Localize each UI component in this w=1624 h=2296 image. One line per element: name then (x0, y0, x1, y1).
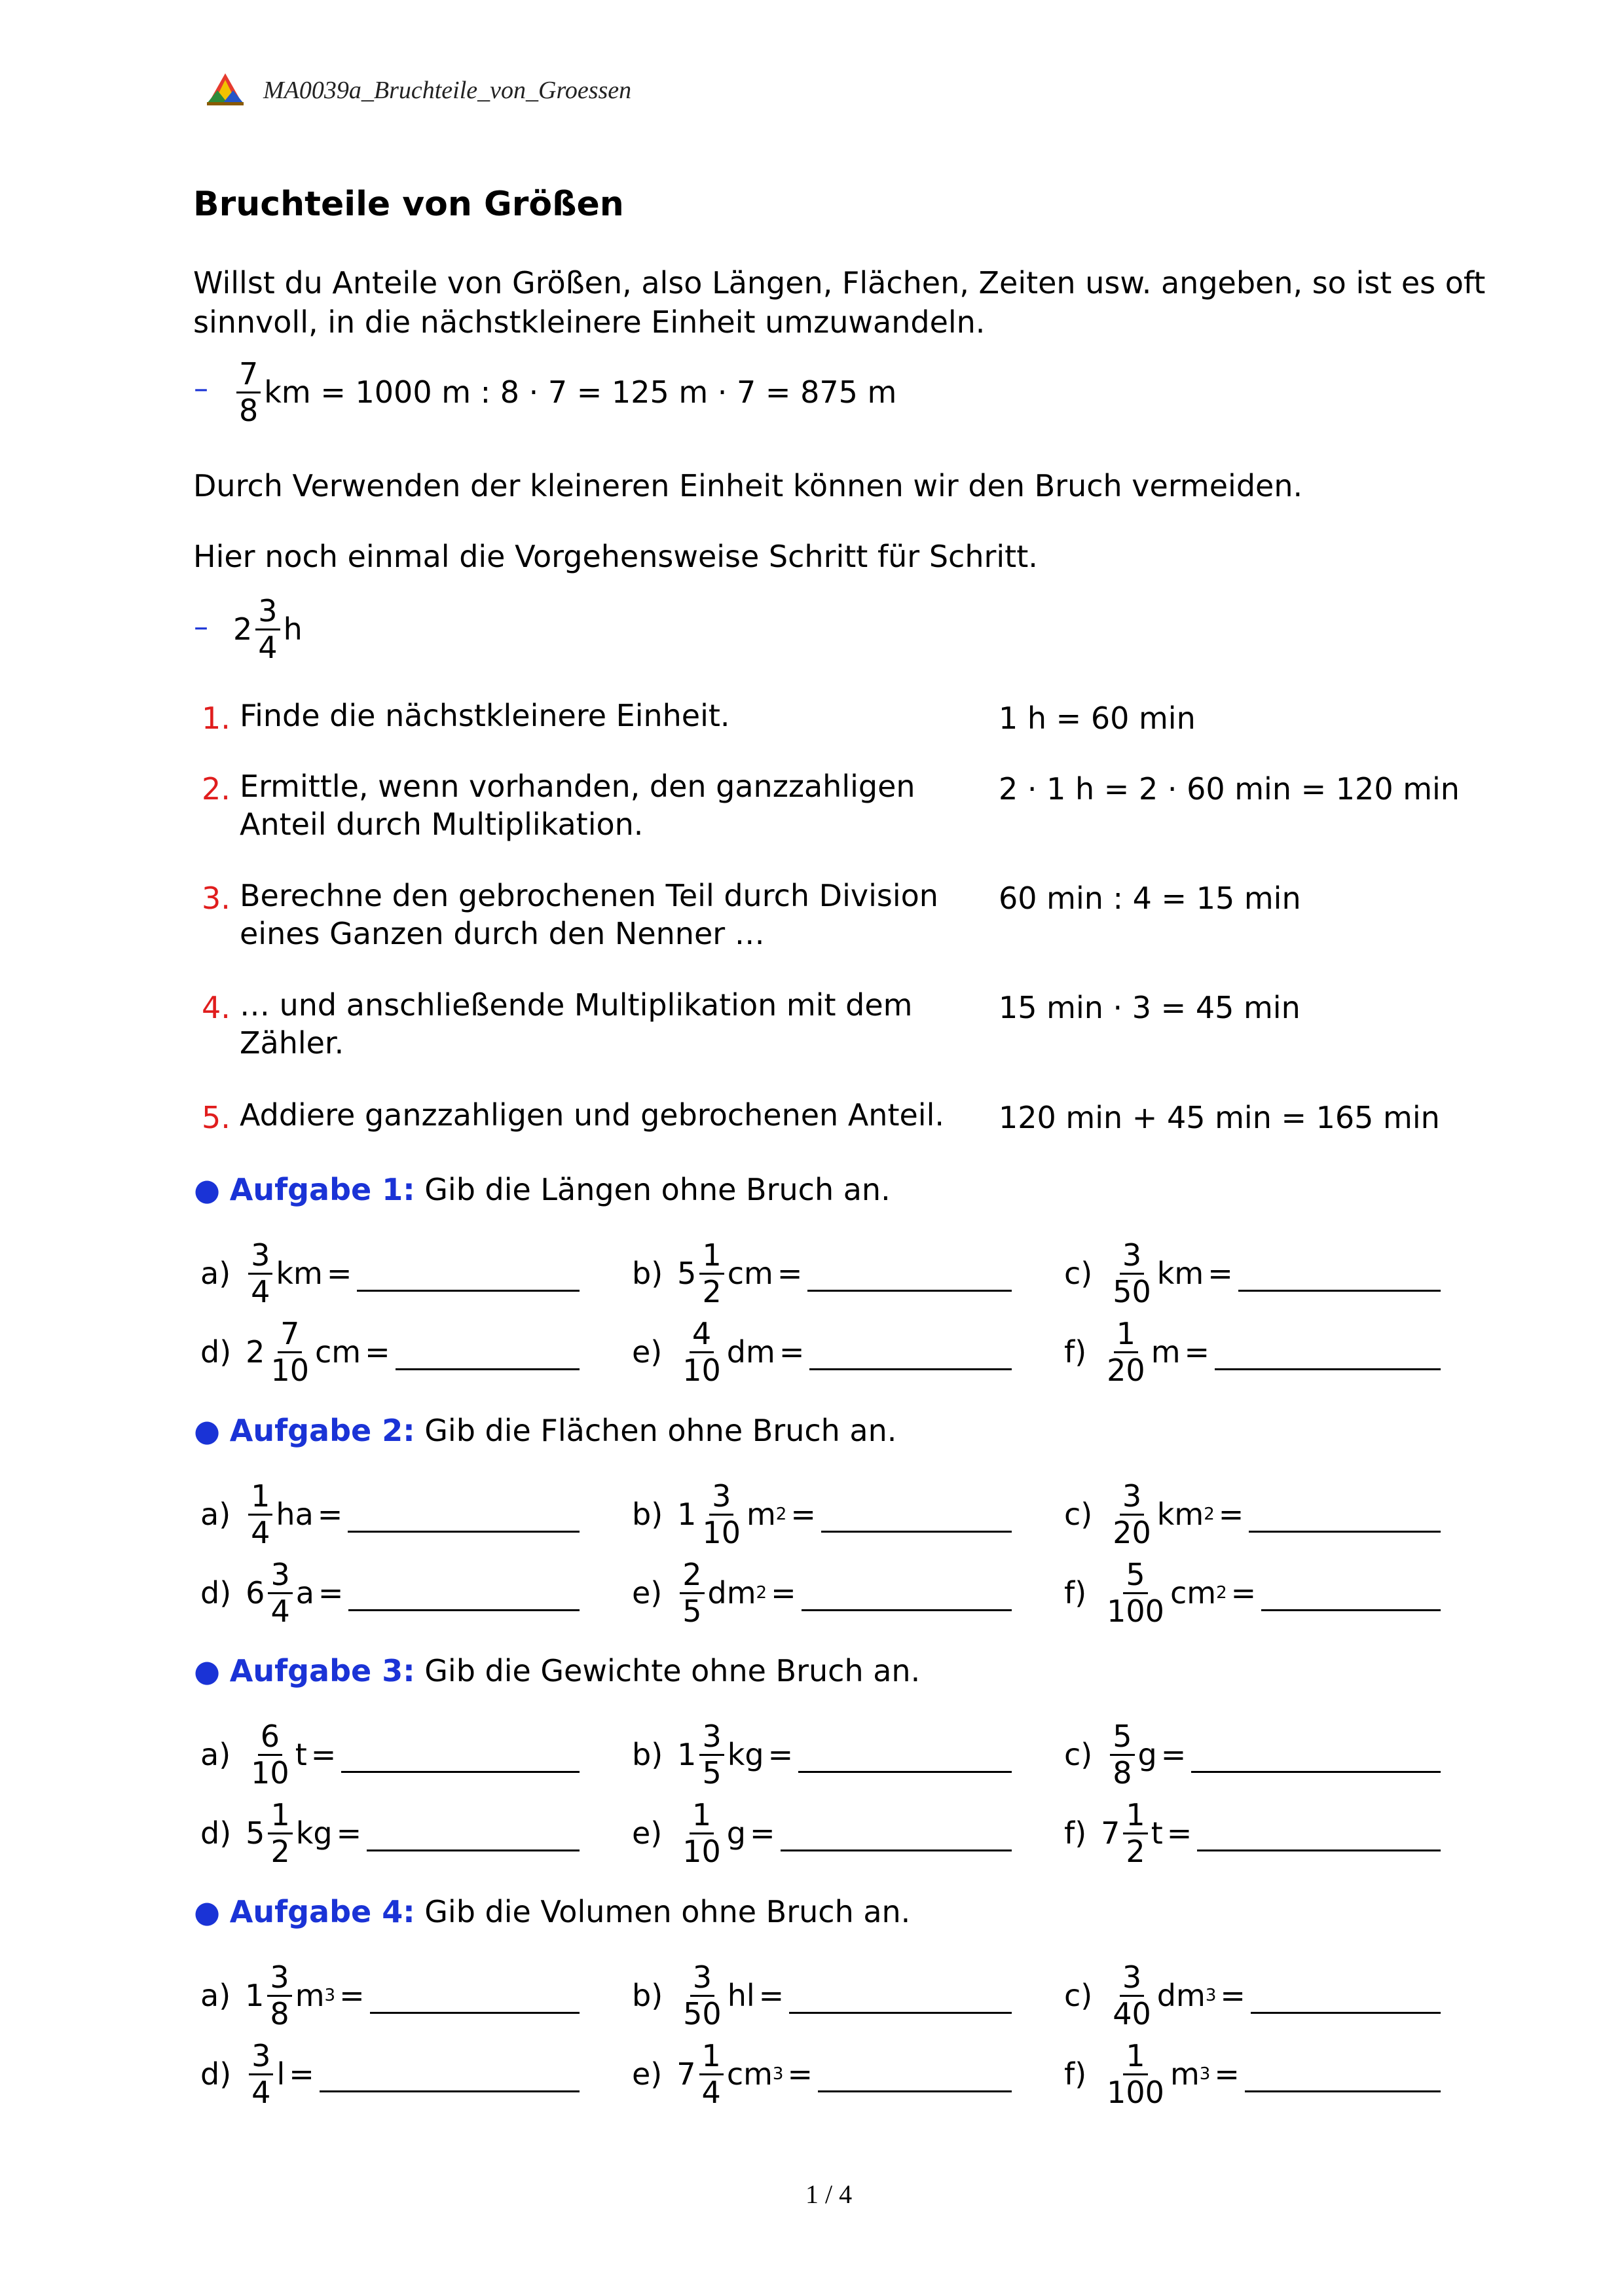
exercise-letter: c) (1064, 1737, 1093, 1772)
task-label: Aufgabe 4: (229, 1894, 415, 1929)
exercise-item: f) $\frac{1}{100}$ m 3 = (1064, 2039, 1441, 2109)
answer-blank[interactable] (1191, 1771, 1441, 1773)
fraction (268, 1556, 292, 1629)
unit: cm (314, 1334, 361, 1370)
numerator: 3 (1120, 1962, 1144, 1997)
numerator: 1 (248, 1481, 272, 1516)
step-calculation: 60 min : 4 = 15 min (999, 881, 1301, 916)
step-number: 5. (202, 1100, 231, 1135)
answer-blank[interactable] (396, 1368, 580, 1370)
answer-blank[interactable] (1215, 1368, 1441, 1370)
example-2-formula: 2 $\frac{3}{4}$ h (233, 593, 303, 665)
denominator: 40 (1113, 1995, 1151, 2032)
numerator: 6 (258, 1721, 282, 1756)
whole-number: 5 (246, 1815, 265, 1851)
step-number: 1. (202, 701, 231, 736)
exercise-letter: e) (632, 1334, 663, 1370)
step-number: 2. (202, 771, 231, 807)
unit: hl (727, 1978, 755, 2013)
unit: t (295, 1737, 307, 1772)
equals-sign: = (339, 1978, 365, 2013)
exercise-item (1064, 1238, 1441, 1309)
unit: km (1156, 1256, 1204, 1291)
denominator: 50 (683, 1995, 722, 2032)
numerator: 1 (690, 1800, 714, 1834)
numerator: 3 (249, 2041, 273, 2075)
denominator: 2 (270, 1833, 290, 1869)
step-line-1: Finde die nächstkleinere Einheit. (240, 698, 730, 733)
fraction (248, 1237, 272, 1309)
numerator: 1 (268, 1800, 292, 1834)
whole-number: 5 (677, 1256, 697, 1291)
unit: m (1151, 1334, 1181, 1370)
exercise-item (200, 1317, 580, 1387)
step-line-1: Addiere ganzzahligen und gebrochenen Anteil. (240, 1097, 944, 1133)
exercise-item (1064, 1798, 1441, 1868)
exercise-letter: e) (632, 2056, 663, 2092)
example-2-dash: – (194, 610, 208, 644)
equals-sign: = (289, 2056, 314, 2092)
numerator: 1 (699, 2041, 724, 2075)
numerator: 3 (248, 1240, 272, 1275)
exercise-item (200, 1558, 580, 1628)
exercise-letter: b) (632, 1256, 663, 1291)
unit: l (276, 2056, 286, 2092)
fraction (699, 2037, 724, 2110)
exercise-item: f) $\frac{5}{100}$ cm 2 = (1064, 1558, 1441, 1628)
answer-blank[interactable] (1261, 1609, 1441, 1611)
fraction (248, 1718, 292, 1791)
denominator: 8 (1113, 1755, 1132, 1791)
unit: ha (276, 1497, 314, 1532)
exercise-letter: c) (1064, 1256, 1093, 1291)
exercise-letter: f) (1064, 2056, 1087, 2092)
exercise-letter: d) (200, 1575, 232, 1611)
numerator: 1 (1123, 1800, 1147, 1834)
answer-blank[interactable] (1238, 1290, 1441, 1292)
answer-blank[interactable] (809, 1368, 1012, 1370)
fraction (1123, 1796, 1147, 1869)
exercise-item (632, 1960, 1012, 2031)
step-calculation: 120 min + 45 min = 165 min (999, 1100, 1440, 1135)
equals-sign: = (771, 1575, 796, 1611)
answer-blank[interactable] (802, 1609, 1012, 1611)
fraction (268, 1796, 292, 1869)
exercise-letter: b) (632, 1497, 663, 1532)
equals-sign: = (1184, 1334, 1210, 1370)
numerator: 2 (680, 1559, 704, 1594)
fraction (249, 2037, 273, 2110)
numerator: 3 (267, 1962, 291, 1997)
fraction (268, 1315, 312, 1388)
page-title: Bruchteile von Größen (193, 185, 624, 224)
unit: cm (726, 2056, 773, 2092)
answer-blank[interactable] (789, 2012, 1012, 2014)
equals-sign: = (1166, 1815, 1192, 1851)
equals-sign: = (1220, 1978, 1246, 2013)
numerator: 1 (1114, 1319, 1138, 1353)
fraction (1104, 1315, 1148, 1388)
equals-sign: = (1218, 1497, 1244, 1532)
bullet-icon: ● (194, 1172, 221, 1207)
step-line-1: Berechne den gebrochenen Teil durch Division (240, 878, 938, 913)
answer-blank[interactable] (341, 1771, 580, 1773)
answer-blank[interactable] (1249, 1531, 1441, 1533)
denominator: 8 (270, 1995, 289, 2032)
numerator: 3 (1120, 1240, 1144, 1275)
step-calculation: 2 · 1 h = 2 · 60 min = 120 min (999, 771, 1460, 807)
task-heading (194, 1172, 891, 1207)
numerator: 5 (1123, 1559, 1147, 1594)
answer-blank[interactable] (357, 1290, 580, 1292)
exercise-letter: d) (200, 2056, 232, 2092)
task-label: Aufgabe 2: (229, 1413, 415, 1448)
denominator: 2 (1126, 1833, 1145, 1869)
task-heading (194, 1653, 920, 1688)
exercise-item (200, 1238, 580, 1309)
task-text: Gib die Längen ohne Bruch an. (424, 1172, 891, 1207)
exercise-letter: a) (200, 1497, 231, 1532)
unit: kg (727, 1737, 764, 1772)
exercise-item (632, 1719, 1012, 1790)
whole-number: 1 (677, 1497, 697, 1532)
unit: t (1151, 1815, 1163, 1851)
equals-sign: = (750, 1815, 775, 1851)
exercise-item (200, 2039, 580, 2109)
numerator: 4 (690, 1319, 714, 1353)
exercise-item (632, 1317, 1012, 1387)
fraction (1110, 1478, 1154, 1550)
equals-sign: = (779, 1334, 805, 1370)
exercise-letter: f) (1064, 1575, 1087, 1611)
exercise-item (200, 1798, 580, 1868)
exercise-item: c) $\frac{3}{40}$ dm 3 = (1064, 1960, 1441, 2031)
example-1-dash: – (194, 372, 208, 405)
task-heading (194, 1894, 910, 1929)
exercise-letter: f) (1064, 1334, 1087, 1370)
exercise-letter: b) (632, 1978, 663, 2013)
task-label: Aufgabe 3: (229, 1653, 415, 1688)
step-description (240, 986, 912, 1062)
equals-sign: = (777, 1256, 803, 1291)
answer-blank[interactable] (320, 2090, 580, 2092)
exercise-letter: c) (1064, 1978, 1093, 2013)
intro-line-2: sinnvoll, in die nächstkleinere Einheit umzuwandeln. (193, 304, 986, 340)
equals-sign: = (1160, 1737, 1187, 1772)
denominator: 4 (251, 2074, 271, 2110)
bullet-icon: ● (194, 1653, 221, 1688)
step-line-1: … und anschließende Multiplikation mit dem (240, 987, 913, 1023)
equals-sign: = (790, 1497, 816, 1532)
answer-blank[interactable] (1251, 2012, 1441, 2014)
exercise-letter: c) (1064, 1497, 1093, 1532)
step-line-1: Ermittle, wenn vorhanden, den ganzzahligen (240, 769, 915, 804)
denominator: 4 (251, 1273, 270, 1309)
exercise-letter: a) (200, 1256, 231, 1291)
denominator: 4 (251, 1514, 270, 1550)
exercise-item: c) $\frac{3}{20}$ km 2 = (1064, 1479, 1441, 1550)
unit: kg (295, 1815, 333, 1851)
answer-blank[interactable] (818, 2090, 1012, 2092)
answer-blank[interactable] (370, 2012, 580, 2014)
exercise-letter: e) (632, 1815, 663, 1851)
denominator: 2 (702, 1273, 722, 1309)
step-description (240, 697, 730, 735)
answer-blank[interactable] (1245, 2090, 1441, 2092)
unit: g (1137, 1737, 1157, 1772)
fraction (680, 1796, 724, 1869)
task-text: Gib die Gewichte ohne Bruch an. (424, 1653, 921, 1688)
publisher-logo-icon (204, 71, 246, 107)
fraction (680, 1959, 724, 2032)
unit: dm (726, 1334, 775, 1370)
denominator: 100 (1107, 1593, 1164, 1629)
exercise-item (1064, 1719, 1441, 1790)
equals-sign: = (326, 1256, 352, 1291)
whole-number: 6 (246, 1575, 265, 1611)
numerator: 3 (1120, 1481, 1144, 1516)
example-1-fraction: $\frac{7}{8}$ (236, 359, 261, 426)
equals-sign: = (1230, 1575, 1257, 1611)
task-label: Aufgabe 1: (229, 1172, 415, 1207)
unit: m (1170, 2056, 1200, 2092)
unit: m (295, 1978, 325, 2013)
unit: cm (1170, 1575, 1217, 1611)
unit: g (726, 1815, 746, 1851)
exercise-item: e) 7 $\frac{1}{4}$ cm 3 = (632, 2039, 1012, 2109)
numerator: 5 (1110, 1721, 1134, 1756)
exercise-item (1064, 1317, 1441, 1387)
unit: cm (727, 1256, 773, 1291)
answer-blank[interactable] (807, 1290, 1012, 1292)
exercise-letter: e) (632, 1575, 663, 1611)
equals-sign: = (787, 2056, 813, 2092)
exercise-item (200, 1479, 580, 1550)
equals-sign: = (317, 1497, 343, 1532)
denominator: 50 (1113, 1273, 1151, 1309)
step-line-2: Anteil durch Multiplikation. (240, 807, 644, 842)
numerator: 3 (699, 1721, 724, 1756)
intro-line-1: Willst du Anteile von Größen, also Längen, Flächen, Zeiten usw. angeben, so ist es oft (193, 265, 1486, 301)
answer-blank[interactable] (1197, 1850, 1441, 1851)
unit: m (746, 1497, 776, 1532)
whole-number: 7 (1101, 1815, 1120, 1851)
bullet-icon: ● (194, 1894, 221, 1929)
unit: km (276, 1256, 323, 1291)
exercise-item: e) $\frac{2}{5}$ dm 2 = (632, 1558, 1012, 1628)
denominator: 4 (270, 1593, 290, 1629)
denominator: 4 (701, 2074, 721, 2110)
task-text: Gib die Flächen ohne Bruch an. (424, 1413, 897, 1448)
exercise-item (200, 1719, 580, 1790)
fraction (1104, 1556, 1167, 1629)
denominator: 100 (1107, 2074, 1164, 2110)
answer-blank[interactable] (367, 1850, 580, 1851)
exercise-item: a) 1 $\frac{3}{8}$ m 3 = (200, 1960, 580, 2031)
answer-blank[interactable] (821, 1531, 1012, 1533)
task-text: Gib die Volumen ohne Bruch an. (424, 1894, 911, 1929)
unit: km (1156, 1497, 1204, 1532)
step-number: 4. (202, 990, 231, 1025)
exercise-item (632, 1798, 1012, 1868)
numerator: 3 (268, 1559, 292, 1594)
denominator: 20 (1107, 1352, 1145, 1388)
fraction (699, 1478, 743, 1550)
equals-sign: = (767, 1737, 794, 1772)
exercise-letter: d) (200, 1334, 232, 1370)
denominator: 5 (702, 1755, 722, 1791)
exercise-letter: b) (632, 1737, 663, 1772)
denominator: 20 (1113, 1514, 1151, 1550)
whole-number: 7 (676, 2056, 696, 2092)
denominator: 10 (682, 1352, 721, 1388)
whole-number: 1 (245, 1978, 265, 2013)
paragraph-2: Durch Verwenden der kleineren Einheit können wir den Bruch vermeiden. (193, 468, 1303, 503)
fraction (680, 1556, 704, 1629)
numerator: 1 (699, 1240, 724, 1275)
exercise-item (632, 1238, 1012, 1309)
fraction (680, 1315, 724, 1388)
numerator: 7 (278, 1319, 302, 1353)
numerator: 1 (1123, 2041, 1147, 2075)
denominator: 10 (270, 1352, 309, 1388)
fraction (699, 1237, 724, 1309)
step-calculation: 1 h = 60 min (999, 701, 1196, 736)
example-1-formula (233, 356, 897, 428)
fraction (248, 1478, 272, 1550)
denominator: 10 (251, 1755, 289, 1791)
equals-sign: = (318, 1575, 344, 1611)
exercise-letter: f) (1064, 1815, 1087, 1851)
bullet-icon: ● (194, 1413, 221, 1448)
page-number: 1 / 4 (805, 2179, 853, 2209)
exercise-letter: a) (200, 1737, 231, 1772)
whole-number: 2 (246, 1334, 265, 1370)
denominator: 10 (702, 1514, 741, 1550)
exercise-item: b) 1 $\frac{3}{10}$ m 2 = (632, 1479, 1012, 1550)
unit: a (295, 1575, 314, 1611)
numerator: 3 (690, 1962, 714, 1997)
fraction (267, 1959, 291, 2032)
example-1-calculation: km = 1000 m : 8 · 7 = 125 m · 7 = 875 m (264, 374, 897, 410)
answer-blank[interactable] (348, 1531, 580, 1533)
header-filename: MA0039a_Bruchteile_von_Groessen (263, 77, 632, 104)
equals-sign: = (758, 1978, 784, 2013)
task-heading (194, 1413, 896, 1448)
fraction (1110, 1237, 1154, 1309)
unit: dm (707, 1575, 756, 1611)
equals-sign: = (310, 1737, 337, 1772)
fraction (699, 1718, 724, 1791)
equals-sign: = (1208, 1256, 1233, 1291)
fraction (1104, 2037, 1167, 2110)
step-description (240, 877, 938, 953)
step-calculation: 15 min · 3 = 45 min (999, 990, 1301, 1025)
answer-blank[interactable] (798, 1771, 1012, 1773)
answer-blank[interactable] (781, 1850, 1012, 1851)
equals-sign: = (336, 1815, 362, 1851)
whole-number: 1 (677, 1737, 697, 1772)
denominator: 5 (682, 1593, 702, 1629)
example-2-fraction: $\frac{3}{4}$ (255, 596, 280, 663)
step-description (240, 1096, 944, 1134)
paragraph-3: Hier noch einmal die Vorgehensweise Schritt für Schritt. (193, 539, 1038, 574)
answer-blank[interactable] (348, 1609, 580, 1611)
fraction (1110, 1959, 1154, 2032)
unit: dm (1156, 1978, 1206, 2013)
numerator: 3 (709, 1481, 733, 1516)
exercise-letter: a) (200, 1978, 231, 2013)
fraction (1110, 1718, 1134, 1791)
step-line-2: Zähler. (240, 1025, 344, 1061)
equals-sign: = (1214, 2056, 1240, 2092)
equals-sign: = (365, 1334, 390, 1370)
step-number: 3. (202, 881, 231, 916)
step-line-2: eines Ganzen durch den Nenner … (240, 916, 765, 951)
step-description (240, 767, 915, 843)
denominator: 10 (682, 1833, 721, 1869)
exercise-letter: d) (200, 1815, 232, 1851)
